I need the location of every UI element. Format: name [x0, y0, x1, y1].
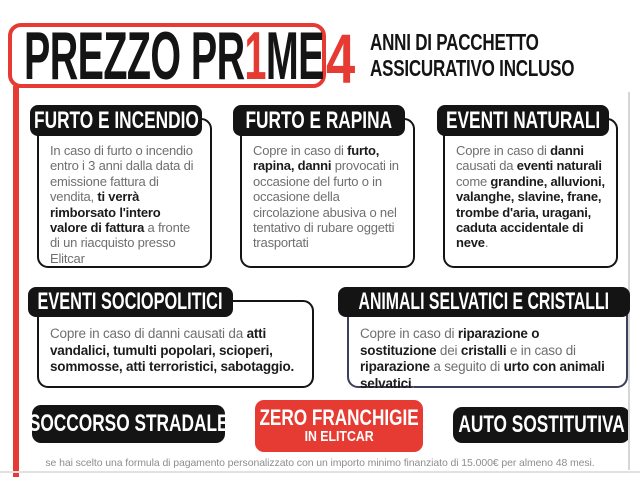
card-furto-e-incendio — [37, 118, 212, 268]
years-number: 4 — [326, 20, 356, 98]
page-title — [24, 17, 324, 94]
footnote: se hai scelto una formula di pagamento personalizzato con un importo minimo finanziato di 15.000€ per almeno 48 mesi. — [45, 457, 595, 469]
card-animali-selvatici-e-cristalli-title-badge — [338, 287, 630, 317]
card-eventi-sociopolitici-body: Copre in caso di danni causati da atti vandalici, tumulti popolari, scioperi, sommosse, atti terroristici, sabotaggio. — [50, 326, 295, 374]
badge-auto-sostitutiva-label: AUTO SOSTITUTIVA — [458, 411, 625, 438]
badge-zero-franchigie-line1: ZERO FRANCHIGIE — [259, 405, 419, 431]
title-highlight: 1 — [244, 17, 266, 94]
page-edge-bottom — [0, 471, 640, 473]
title-pre: PREZZO PR — [24, 17, 245, 94]
card-furto-e-rapina-body: Copre in caso di furto, rapina, danni provocati in occasione del furto o in occasione della circolazione abusiva o nel tentativo di rubare oggetti trasportati — [253, 143, 399, 251]
badge-zero-franchigie-line2: IN ELITCAR — [304, 428, 374, 446]
card-animali-selvatici-e-cristalli-title: ANIMALI SELVATICI E CRISTALLI — [358, 288, 610, 315]
card-furto-e-incendio-title: FURTO E INCENDIO — [33, 106, 199, 134]
card-eventi-sociopolitici-title: EVENTI SOCIOPOLITICI — [38, 288, 223, 315]
card-furto-e-rapina-title: FURTO E RAPINA — [245, 106, 393, 134]
title-post: ME — [265, 17, 324, 94]
card-furto-e-incendio-title-badge — [30, 105, 202, 136]
years-caption-line2: ASSICURATIVO INCLUSO — [370, 55, 575, 81]
badge-auto-sostitutiva — [453, 407, 630, 443]
card-animali-selvatici-e-cristalli-body: Copre in caso di riparazione o sostituzione dei cristalli e in caso di riparazione a seguito di urto con animali selvatici. — [360, 326, 605, 391]
card-furto-e-rapina-title-badge — [233, 105, 405, 136]
years-caption-line1: ANNI DI PACCHETTO — [370, 29, 539, 55]
page-edge-right — [628, 92, 630, 470]
card-eventi-naturali-title-badge — [437, 105, 609, 136]
badge-zero-franchigie — [255, 400, 423, 452]
card-furto-e-incendio-body: In caso di furto o incendio entro i 3 anni dalla data di emissione fattura di vendita, ti verrà rimborsato l'intero valore di fattura a fronte di un riacquisto presso Elitcar — [50, 143, 194, 266]
badge-soccorso-stradale — [28, 405, 229, 443]
card-eventi-naturali-title: EVENTI NATURALI — [445, 106, 601, 134]
card-eventi-naturali-body: Copre in caso di danni causati da eventi naturali come grandine, alluvioni, valanghe, slavine, frane, trombe d'aria, uragani, caduta accidentale di neve. — [456, 143, 605, 251]
card-eventi-sociopolitici-title-badge — [28, 287, 233, 317]
card-furto-e-rapina — [240, 118, 415, 268]
years-caption — [370, 29, 574, 81]
badge-soccorso-stradale-label: SOCCORSO STRADALE — [28, 410, 229, 437]
title-box — [8, 17, 326, 94]
card-eventi-naturali — [443, 118, 618, 268]
red-accent-bar — [13, 86, 19, 477]
